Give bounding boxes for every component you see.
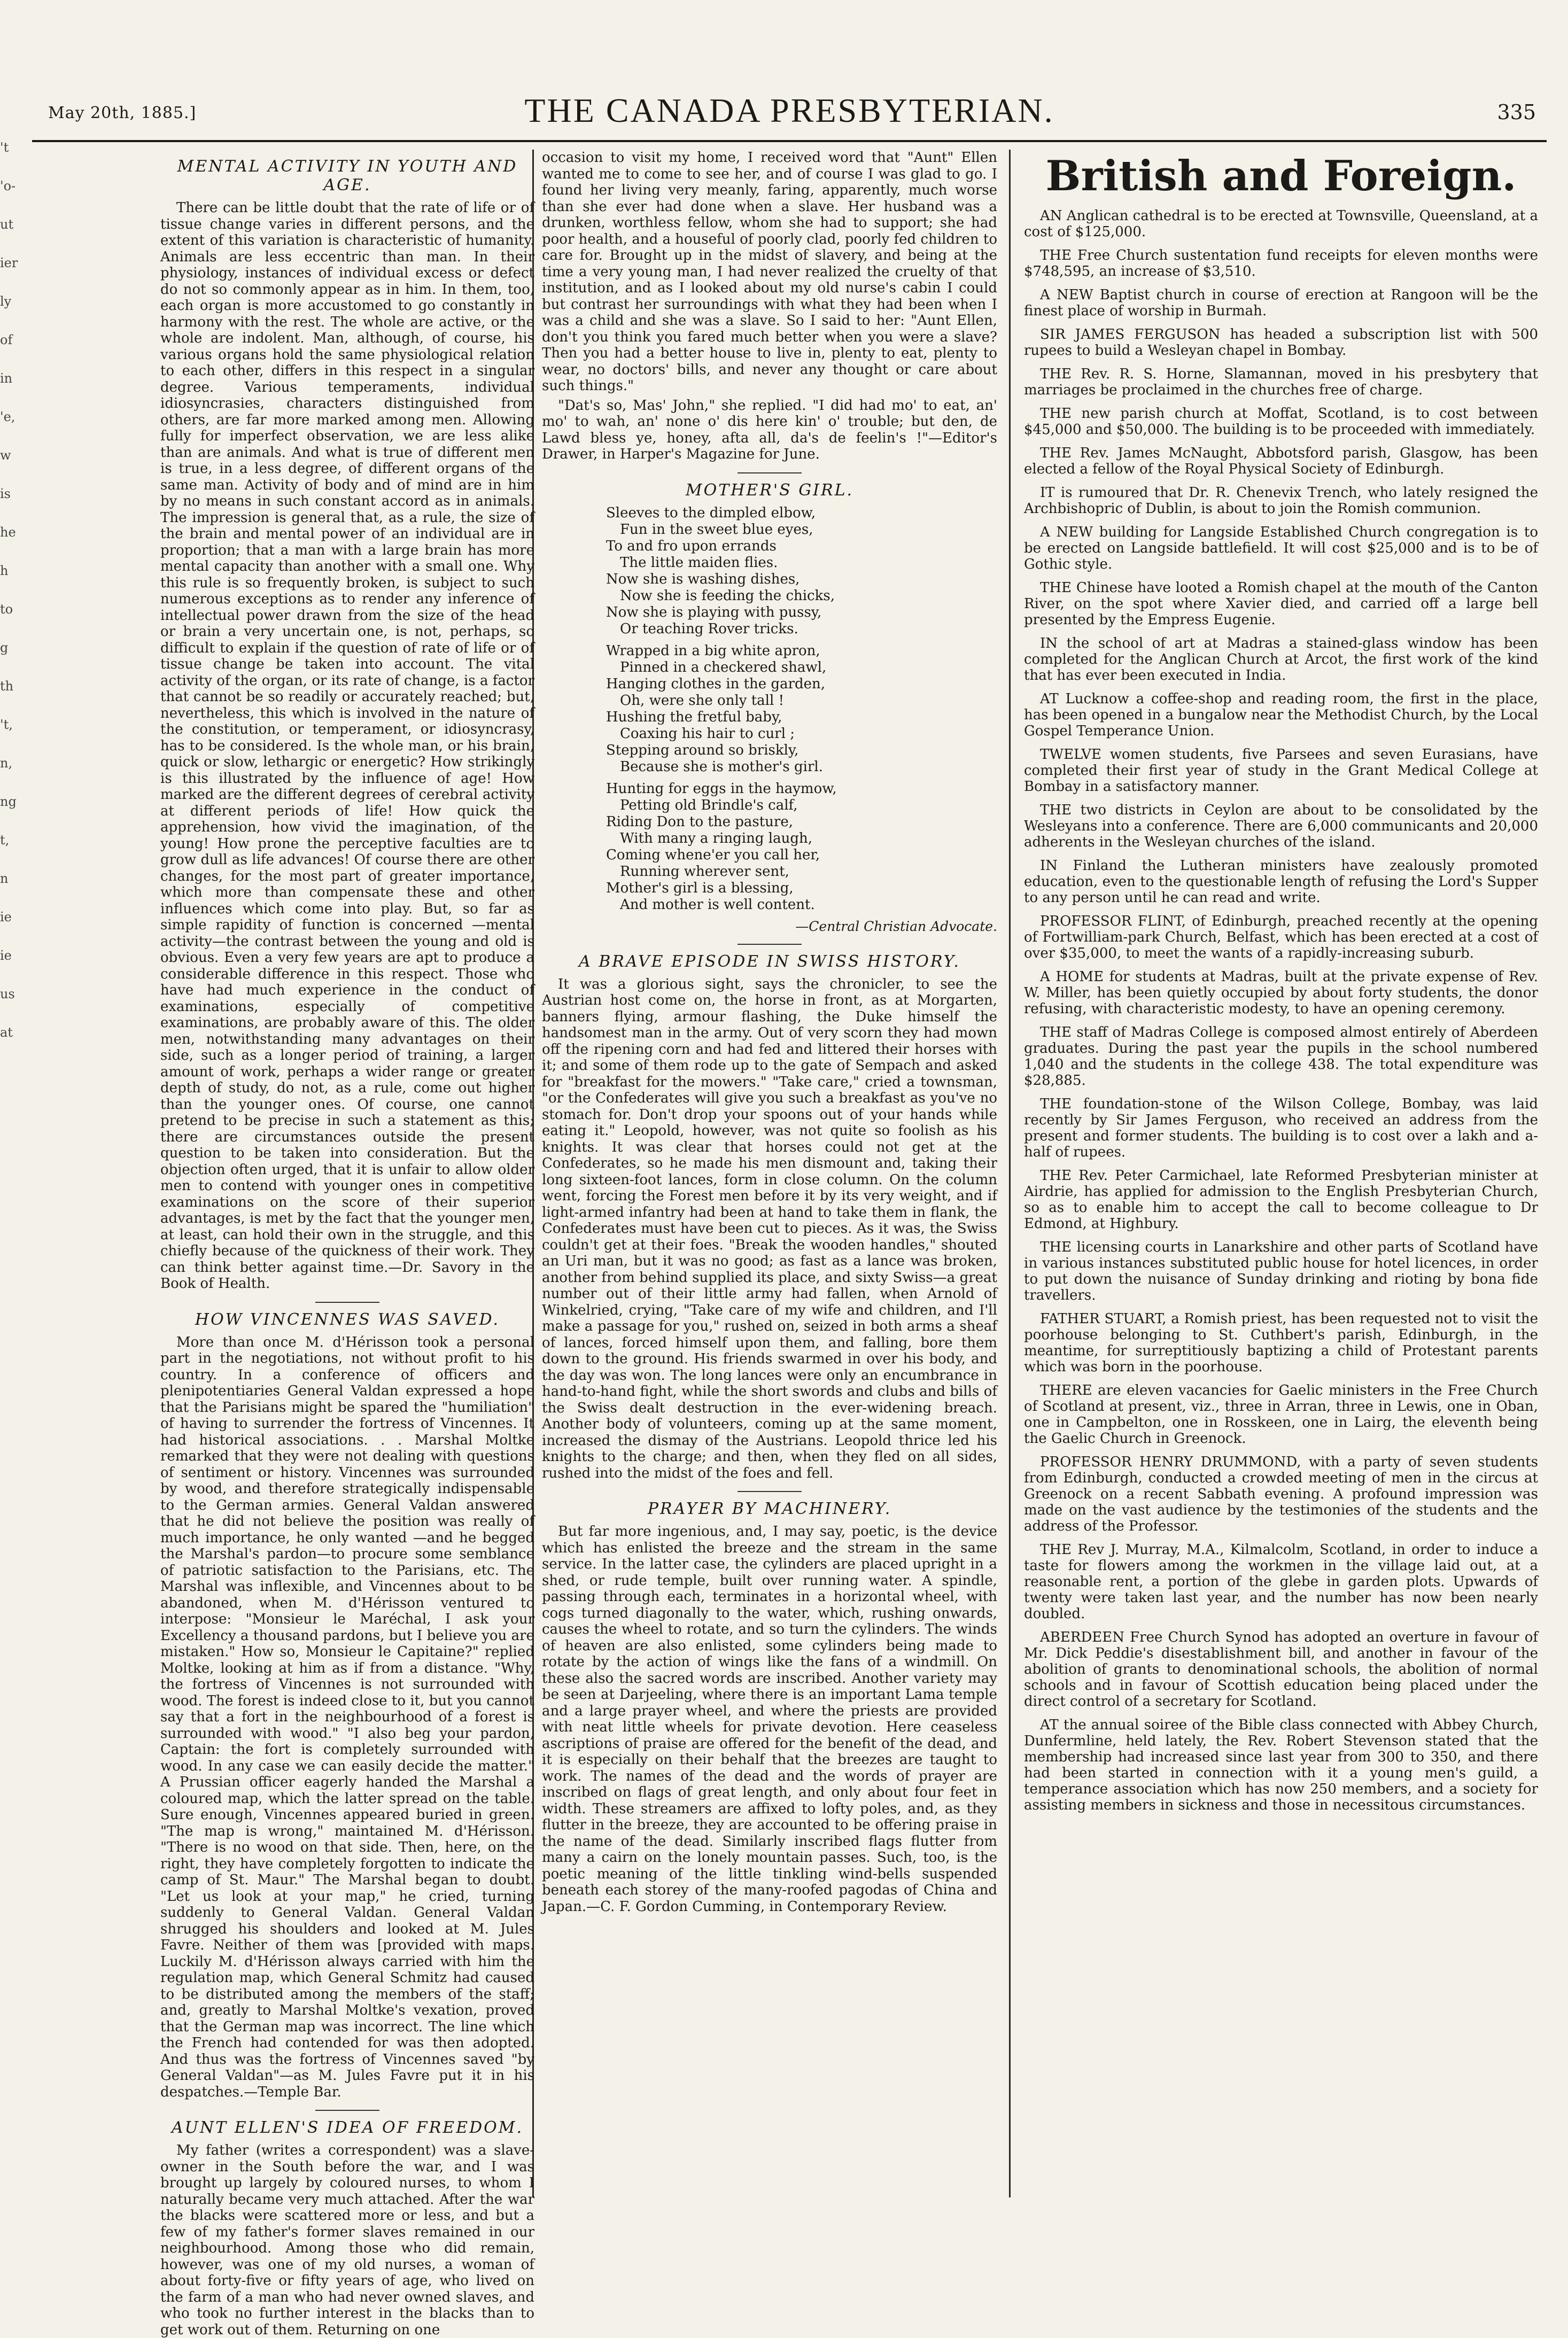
news-item: IN the school of art at Madras a stained-glass window has been completed for the Anglican Church at Arcot, the first work of the kind that has ever been executed in India. xyxy=(1024,635,1538,683)
margin-fragment: ut xyxy=(0,217,14,232)
separator-rule xyxy=(738,472,802,473)
poem-line: Fun in the sweet blue eyes, xyxy=(620,521,813,538)
page-number: 335 xyxy=(1497,100,1536,124)
article-title-prayer-machinery: PRAYER BY MACHINERY. xyxy=(647,1500,892,1518)
poem-credit: —Central Christian Advocate. xyxy=(795,918,997,934)
news-item: A NEW building for Langside Established Church congregation is to be erected on Langside battlefield. It will cost $25,000 and is to be of Gothic style. xyxy=(1024,524,1538,572)
news-item: THE foundation-stone of the Wilson College, Bombay, was laid recently by Sir James Ferguson, who received an address from the present and former students. The building is to cost over a lakh and a-half of rupees. xyxy=(1024,1096,1538,1160)
article-paragraph: There can be little doubt that the rate of life or of tissue change varies in different persons, and the extent of this variation is characteristic of humanity. Animals are less eccentric than man. In their physiology, instances of individual excess or defect do not so commonly appear as in him. In them, too, each organ is more accustomed to go constantly in harmony with the rest. The whole are active, or the whole are indolent. Man, although, of course, his various organs hold the same physiological relation to each other, differs in this respect in a singular degree. Various temperaments, individual idiosyncrasies, characters distinguished from others, are far more marked among men. Allowing fully for imperfect observation, we are less alike than are animals. And what is true of different men is true, in a less degree, of different organs of the same man. Activity of body and of mind are in him by no means in such constant accord as in animals. The impression is general that, as a rule, the size of the brain and mental power of an individual are in proportion; that a man with a large brain has more mental capacity than another with a small one. Why this rule is so frequently broken, is subject to such numerous exceptions as to render any inference of intellectual power drawn from the size of the head or brain a very uncertain one, is not, perhaps, so difficult to explain if the question of rate of life or of tissue change be taken into account. The vital activity of the organ, or its rate of change, is a factor that cannot be so readily or accurately reached; but, nevertheless, this which is involved in the nature of the constitution, or temperament, or idiosyncrasy, has to be considered. Is the whole man, or his brain, quick or slow, lethargic or energetic? How strikingly is this illustrated by the influence of age! How marked are the different degrees of cerebral activity at different periods of life! How quick the apprehension, how vivid the imagination, of the young! How prone the perceptive faculties are to grow dull as life advances! Of course there are other changes, for the most part of greater importance, which more than compensate these and other influences which come into play. But, so far as simple rapidity of function is concerned —mental activity—the contrast between the young and old is obvious. Even a very few years are apt to produce a considerable difference in this respect. Those who have had much experience in the conduct of examinations, especially of competitive examinations, are probably aware of this. The older men, notwithstanding many advantages on their side, such as a longer period of training, a larger amount of work, perhaps a wider range or greater depth of study, do not, as a rule, come out higher than the younger ones. Of course, one cannot pretend to be precise in such a statement as this; there are circumstances outside the present question to be taken into consideration. But the objection often urged, that it is unfair to allow older men to contend with younger ones in competitive examinations on the score of their superior advantages, is met by the fact that the younger men, at least, can hold their own in the struggle, and this chiefly because of the quickness of their work. They can think better against time.—Dr. Savory in the Book of Health. xyxy=(160,200,534,1292)
poem-line: Hunting for eggs in the haymow, xyxy=(606,780,837,797)
margin-fragment: 't xyxy=(0,140,9,155)
issue-date: May 20th, 1885.] xyxy=(48,104,197,122)
poem-title-mothers-girl: MOTHER'S GIRL. xyxy=(685,480,854,500)
margin-fragment: n, xyxy=(0,756,13,771)
article-paragraph: It was a glorious sight, says the chronicler, to see the Austrian host come on, the horse in front, as at Morgarten, banners flying, armour flashing, the Duke himself the handsomest man in the army. Out of very scorn they had mown off the ripening corn and had fed and littered their horses with it; and some of them rode up to the gate of Sempach and asked for "breakfast for the mowers." "Take care," cried a townsman, "or the Confederates will give you such a breakfast as you've no stomach for. Don't drop your spoons out of your hands while eating it." Leopold, however, was not quite so foolish as his knights. It was clear that horses could not get at the Confederates, so he made his men dismount and, taking their long sixteen-foot lances, form in close column. On the column went, forcing the Forest men before it by its very weight, and if light-armed infantry had been at hand to take them in flank, the Confederates must have been cut to pieces. As it was, the Swiss couldn't get at their foes. "Break the wooden handles," shouted an Uri man, but it was no good; as fast as a lance was broken, another from behind supplied its place, and sixty Swiss—a great number out of their little army had fallen, when Arnold of Winkelried, crying, "Take care of my wife and children, and I'll make a passage for you," rushed on, seized in both arms a sheaf of lances, forced himself upon them, and falling, bore them down to the ground. His friends swarmed in over his body, and the day was won. The long lances were only an encumbrance in hand-to-hand fight, while the short swords and clubs and bills of the Swiss dealt destruction in the ever-widening breach. Another body of volunteers, coming up at the same moment, increased the dismay of the Austrians. Leopold thrice led his knights to the charge; and then, when they fled on all sides, rushed into the midst of the foes and fell. xyxy=(542,976,997,1481)
poem-line: Running wherever sent, xyxy=(620,863,789,880)
margin-fragment: n xyxy=(0,871,9,886)
separator-rule xyxy=(738,1491,802,1492)
margin-fragment: g xyxy=(0,640,9,655)
margin-fragment: 't, xyxy=(0,717,13,732)
article-paragraph: "Dat's so, Mas' John," she replied. "I did had mo' to eat, an' mo' to wah, an' none o' dis here kin' o' trouble; but den, de Lawd bless ye, honey, afta all, da's de feelin's !"—Editor's Drawer, in Harper's Magazine for June. xyxy=(542,397,997,462)
poem-line: Pinned in a checkered shawl, xyxy=(620,659,827,675)
margin-fragment: at xyxy=(0,1025,13,1040)
poem-line: Petting old Brindle's calf, xyxy=(620,797,798,813)
page-header xyxy=(32,86,1547,134)
poem-line: Or teaching Rover tricks. xyxy=(620,620,798,637)
news-item: THE Rev. R. S. Horne, Slamannan, moved in his presbytery that marriages be proclaimed in the churches free of charge. xyxy=(1024,366,1538,398)
margin-fragment: ie xyxy=(0,948,12,963)
news-item: PROFESSOR HENRY DRUMMOND, with a party of seven students from Edinburgh, conducted a crowded meeting of men in the circus at Greenock on a recent Sabbath evening. A profound impression was made on the vast audience by the testimonies of the students and the address of the Professor. xyxy=(1024,1454,1538,1534)
margin-fragment: ng xyxy=(0,794,17,809)
poem-line: Hanging clothes in the garden, xyxy=(606,675,826,692)
section-title-british-foreign: British and Foreign. xyxy=(1045,152,1517,200)
poem-body xyxy=(542,505,997,913)
margin-fragment: t, xyxy=(0,833,10,848)
poem-line: Riding Don to the pasture, xyxy=(606,813,793,830)
margin-fragment: 'e, xyxy=(0,409,15,424)
poem-line: Oh, were she only tall ! xyxy=(620,692,785,709)
news-item: FATHER STUART, a Romish priest, has been requested not to visit the poorhouse belonging to St. Cuthbert's parish, Edinburgh, in the meantime, for surreptitiously baptizing a child of Protestant parents which was born in the poorhouse. xyxy=(1024,1311,1538,1375)
poem-line: And mother is well content. xyxy=(620,896,815,913)
margin-fragments xyxy=(0,128,32,1040)
news-item: IN Finland the Lutheran ministers have zealously promoted education, even to the questionable length of refusing the Lord's Supper to any person until he can read and write. xyxy=(1024,858,1538,906)
article-paragraph: My father (writes a correspondent) was a slave-owner in the South before the war, and I was brought up largely by coloured nurses, to whom I naturally became very much attached. After the war the blacks were scattered more or less, and but a few of my father's former slaves remained in our neighbourhood. Among those who did remain, however, was one of my old nurses, a woman of about forty-five or fifty years of age, who lived on the farm of a man who had never owned slaves, and who took no further interest in the blacks than to get work out of them. Returning on one xyxy=(160,2142,534,2338)
margin-fragment: in xyxy=(0,371,13,386)
poem-line: The little maiden flies. xyxy=(620,554,778,571)
separator-rule xyxy=(315,2110,379,2111)
article-paragraph: More than once M. d'Hérisson took a personal part in the negotiations, not without profit to his country. In a conference of officers and plenipotentiaries General Valdan expressed a hope that the Parisians might be spared the "humiliation" of having to surrender the fortress of Vincennes. It had historical associations. . . Marshal Moltke remarked that they were not dealing with questions of sentiment or history. Vincennes was surrounded by wood, and therefore strategically indispensable to the German armies. General Valdan answered that he did not believe the position was really of much importance, he only wanted —and he begged the Marshal's pardon—to procure some semblance of patriotic satisfaction to the Parisians, etc. The Marshal was inflexible, and Vincennes about to be abandoned, when M. d'Hérisson ventured to interpose: "Monsieur le Maréchal, I ask your Excellency a thousand pardons, but I believe you are mistaken." How so, Monsieur le Capitaine?" replied Moltke, looking at him as if from a distance. "Why, the fortress of Vincennes is not surrounded with wood. The forest is indeed close to it, but you cannot say that a fort in the neighbourhood of a forest is surrounded with wood." "I also beg your pardon, Captain: the fort is completely surrounded with wood. In any case we can easily decide the matter." A Prussian officer eagerly handed the Marshal a coloured map, which the latter spread on the table. Sure enough, Vincennes appeared buried in green. "The map is wrong," maintained M. d'Hérisson. "There is no wood on that side. Then, here, on the right, they have completely forgotten to indicate the camp of St. Maur." The Marshal began to doubt. "Let us look at your map," he cried, turning suddenly to General Valdan. General Valdan shrugged his shoulders and looked at M. Jules Favre. Neither of them was [provided with maps. Luckily M. d'Hérisson always carried with him the regulation map, which General Schmitz had caused to be distributed among the members of the staff; and, greatly to Marshal Moltke's vexation, proved that the German map was incorrect. The line which the French had contended for was then adopted. And thus was the fortress of Vincennes saved "by General Valdan"—as M. Jules Favre put it in his despatches.—Temple Bar. xyxy=(160,1334,534,2100)
news-item: A HOME for students at Madras, built at the private expense of Rev. W. Miller, has been quietly occupied by about forty students, the donor refusing, with characteristic modesty, to have an opening ceremony. xyxy=(1024,969,1538,1017)
margin-fragment: us xyxy=(0,987,15,1001)
news-item: THE Rev. Peter Carmichael, late Reformed Presbyterian minister at Airdrie, has applied for admission to the English Presbyterian Church, so as to enable him to accept the call to become colleague to Dr Edmond, at Highbury. xyxy=(1024,1168,1538,1232)
margin-fragment: h xyxy=(0,563,9,578)
article-title-mental-activity: MENTAL ACTIVITY IN YOUTH AND AGE. xyxy=(177,157,518,195)
news-item: THE Rev. James McNaught, Abbotsford parish, Glasgow, has been elected a fellow of the Royal Physical Society of Edinburgh. xyxy=(1024,445,1538,477)
poem-stanza xyxy=(606,781,997,913)
news-item: AN Anglican cathedral is to be erected at Townsville, Queensland, at a cost of $125,000. xyxy=(1024,208,1539,240)
poem-line: Coaxing his hair to curl ; xyxy=(620,725,795,742)
news-item: AT Lucknow a coffee-shop and reading room, the first in the place, has been opened in a bungalow near the Methodist Church, by the Local Gospel Temperance Union. xyxy=(1024,691,1538,739)
news-item: THE licensing courts in Lanarkshire and other parts of Scotland have in various instances substituted public house for hotel licences, in order to put down the nuisance of Sunday drinking and rioting by bona fide travellers. xyxy=(1024,1239,1538,1303)
poem-line: Now she is feeding the chicks, xyxy=(620,587,835,604)
news-item: THE staff of Madras College is composed almost entirely of Aberdeen graduates. During the past year the pupils in the school numbered 1,040 and the students in the college 438. The total expenditure was $28,885. xyxy=(1024,1024,1538,1089)
poem-stanza xyxy=(606,505,997,638)
poem-line: Hushing the fretful baby, xyxy=(606,709,782,725)
news-item: TWELVE women students, five Parsees and seven Eurasians, have completed their first year of study in the Grant Medical College at Bombay in a satisfactory manner. xyxy=(1024,747,1538,795)
news-item: THE new parish church at Moffat, Scotland, is to cost between $45,000 and $50,000. The building is to be proceeded with immediately. xyxy=(1024,406,1538,438)
margin-fragment: is xyxy=(0,486,11,501)
newspaper-title: THE CANADA PRESBYTERIAN. xyxy=(524,91,1054,129)
poem-line: Now she is playing with pussy, xyxy=(606,604,822,620)
article-paragraph: But far more ingenious, and, I may say, poetic, is the device which has enlisted the breeze and the stream in the same service. In the latter case, the cylinders are placed upright in a shed, or rude temple, built over running water. A spindle, passing through each, terminates in a horizontal wheel, with cogs turned diagonally to the water, which, rushing onwards, causes the wheel to rotate, and so turn the cylinders. The winds of heaven are also enlisted, some cylinders being made to rotate by the action of wings like the fans of a windmill. On these also the sacred words are inscribed. Another variety may be seen at Darjeeling, where there is an important Lama temple and a large prayer wheel, and where the priests are provided with neat little wheels for private devotion. Here ceaseless ascriptions of praise are offered for the benefit of the dead, and it is especially on their behalf that the breezes are taught to work. The names of the dead and the words of prayer are inscribed on flags of great length, and only about four feet in width. These streamers are affixed to lofty poles, and, as they flutter in the breeze, they are accounted to be offering praise in the name of the dead. Similarly inscribed flags flutter from many a cairn on the lonely mountain passes. Such, too, is the poetic meaning of the little tinkling wind-bells suspended beneath each storey of the many-roofed pagodas of China and Japan.—C. F. Gordon Cumming, in Contemporary Review. xyxy=(542,1524,997,1915)
margin-fragment: ie xyxy=(0,910,12,925)
news-item: SIR JAMES FERGUSON has headed a subscription list with 500 rupees to build a Wesleyan chapel in Bombay. xyxy=(1024,327,1538,359)
poem-line: Sleeves to the dimpled elbow, xyxy=(606,504,816,521)
margin-fragment: ly xyxy=(0,294,12,309)
poem-line: Coming whene'er you call her, xyxy=(606,846,820,863)
news-item: THE Rev J. Murray, M.A., Kilmalcolm, Scotland, in order to induce a taste for flowers among the workmen in the village laid out, at a reasonable rent, a portion of the glebe in garden plots. Upwards of twenty were taken last year, and the number has now been nearly doubled. xyxy=(1024,1542,1538,1622)
poem-line: Now she is washing dishes, xyxy=(606,571,800,587)
separator-rule xyxy=(738,944,802,945)
article-title-vincennes: HOW VINCENNES WAS SAVED. xyxy=(195,1310,500,1329)
poem-line: To and fro upon errands xyxy=(606,538,777,554)
poem-stanza xyxy=(606,643,997,775)
margin-fragment: th xyxy=(0,679,14,694)
news-item: THERE are eleven vacancies for Gaelic ministers in the Free Church of Scotland at present, viz., three in Arran, three in Lewis, one in Oban, one in Campbelton, one in Rosskeen, one in Lairg, the eleventh being the Gaelic Church in Greenock. xyxy=(1024,1382,1538,1447)
news-item: THE Free Church sustentation fund receipts for eleven months were $748,595, an increase of $3,510. xyxy=(1024,247,1538,279)
column-1 xyxy=(160,150,534,2338)
news-item: THE Chinese have looted a Romish chapel at the mouth of the Canton River, on the spot where Xavier died, and carried off a large bell presented by the Empress Eugenie. xyxy=(1024,580,1538,628)
margin-fragment: 'o- xyxy=(0,178,16,193)
poem-line: Wrapped in a big white apron, xyxy=(606,642,820,659)
article-title-swiss-history: A BRAVE EPISODE IN SWISS HISTORY. xyxy=(579,952,960,971)
news-item: ABERDEEN Free Church Synod has adopted an overture in favour of Mr. Dick Peddie's disestablishment bill, and another in favour of the abolition of grants to denominational schools, the abolition of normal schools and in favour of Scottish education being placed under the direct control of a secretary for Scotland. xyxy=(1024,1629,1538,1710)
poem-line: With many a ringing laugh, xyxy=(620,830,812,846)
separator-rule xyxy=(315,1302,379,1303)
news-item: THE two districts in Ceylon are about to be consolidated by the Wesleyans into a conference. There are 6,000 communicants and 20,000 adherents in the Wesleyan churches of the island. xyxy=(1024,802,1538,850)
margin-fragment: of xyxy=(0,332,13,347)
header-rule xyxy=(32,140,1547,142)
column-divider xyxy=(1009,150,1011,2197)
margin-fragment: ier xyxy=(0,255,18,270)
margin-fragment: w xyxy=(0,448,11,463)
poem-line: Mother's girl is a blessing, xyxy=(606,880,794,896)
poem-line: Stepping around so briskly, xyxy=(606,742,799,758)
news-items-list xyxy=(1024,208,1538,1813)
news-item: A NEW Baptist church in course of erection at Rangoon will be the finest place of worship in Burmah. xyxy=(1024,287,1538,319)
article-title-aunt-ellen: AUNT ELLEN'S IDEA OF FREEDOM. xyxy=(171,2118,524,2137)
poem-line: Because she is mother's girl. xyxy=(620,758,823,775)
news-item: AT the annual soiree of the Bible class connected with Abbey Church, Dunfermline, held lately, the Rev. Robert Stevenson stated that the membership had increased since last year from 300 to 350, and there had been started in connection with it a young men's guild, a temperance association which has now 250 members, and a society for assisting members in sickness and those in necessitous circumstances. xyxy=(1024,1717,1538,1813)
column-2 xyxy=(534,150,1005,2208)
margin-fragment: he xyxy=(0,525,16,540)
margin-fragment: to xyxy=(0,602,13,617)
article-paragraph: occasion to visit my home, I received word that "Aunt" Ellen wanted me to come to see her, and of course I was glad to go. I found her living very meanly, faring, apparently, much worse than she ever had done when a slave. Her husband was a drunken, worthless fellow, whom she had to support; she had poor health, and a houseful of poorly clad, poorly fed children to care for. Brought up in the midst of slavery, and being at the time a very young man, I had never realized the cruelty of that institution, and as I looked about my old nurse's cabin I could but contrast her surroundings with what they had been when I was a child and she was a slave. So I said to her: "Aunt Ellen, don't you think you fared much better when you were a slave? Then you had a better house to live in, plenty to eat, plenty to wear, no doctors' bills, and never any thought or care about such things." xyxy=(542,150,997,394)
news-item: PROFESSOR FLINT, of Edinburgh, preached recently at the opening of Fortwilliam-park Church, Belfast, which has been erected at a cost of over $35,000, to meet the wants of a rapidly-increasing suburb. xyxy=(1024,913,1538,961)
news-item: IT is rumoured that Dr. R. Chenevix Trench, who lately resigned the Archbishopric of Dublin, is about to join the Romish communion. xyxy=(1024,485,1538,517)
column-3 xyxy=(1015,150,1547,2208)
